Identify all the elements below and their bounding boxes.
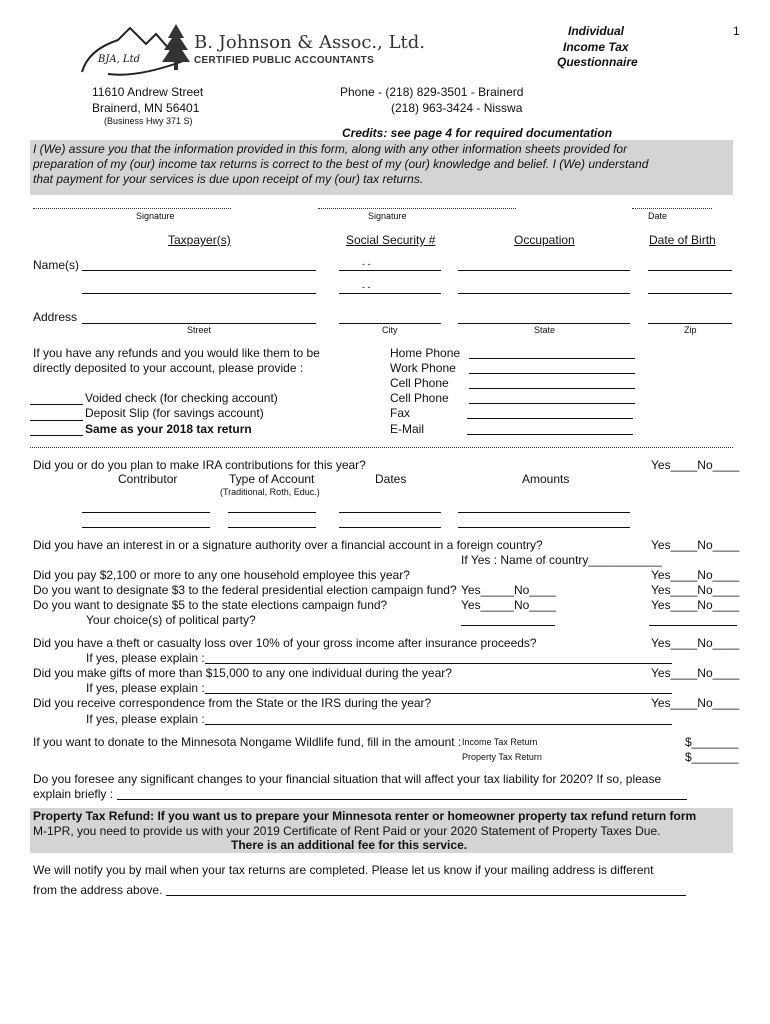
gifts-question: Did you make gifts of more than $15,000 to any one individual during the year? xyxy=(33,666,452,680)
political-party-label: Your choice(s) of political party? xyxy=(86,613,256,627)
cell-phone-label-1: Cell Phone xyxy=(390,376,449,390)
doc-title-3: Questionnaire xyxy=(557,55,638,69)
zip-label: Zip xyxy=(684,325,697,335)
federal-campaign-yes-no[interactable]: Yes____No____ xyxy=(651,583,740,597)
section-divider xyxy=(30,447,733,448)
email-field[interactable] xyxy=(467,434,633,435)
foreign-account-question: Did you have an interest in or a signature authority over a financial account in a foreign country? xyxy=(33,538,543,552)
voided-check-blank[interactable] xyxy=(30,404,83,405)
same-return-blank[interactable] xyxy=(30,435,83,436)
deposit-text-2: directly deposited to your account, please provide : xyxy=(33,361,304,375)
ira-question: Did you or do you plan to make IRA contributions for this year? xyxy=(33,458,366,472)
name-field-1[interactable] xyxy=(82,270,316,271)
property-tax-line-1: Property Tax Refund: If you want us to prepare your Minnesota renter or homeowner property tax refund return form xyxy=(33,809,697,823)
ira-contributor-field-1[interactable] xyxy=(82,512,210,513)
wildlife-property-label: Property Tax Return xyxy=(462,752,542,762)
ira-yes-no[interactable]: Yes____No____ xyxy=(651,458,740,472)
date-label: Date xyxy=(648,211,668,221)
correspondence-yes-no[interactable]: Yes____No____ xyxy=(651,696,740,710)
theft-loss-question: Did you have a theft or casualty loss over 10% of your gross income after insurance proceeds? xyxy=(33,636,537,650)
theft-explain-label: If yes, please explain : xyxy=(86,651,205,665)
cell-phone-field-1[interactable] xyxy=(469,388,635,389)
occupation-field-1[interactable] xyxy=(458,270,630,271)
gifts-explain-field[interactable] xyxy=(205,693,672,694)
assurance-line-1: I (We) assure you that the information provided in this form, along with any other information sheets provided for xyxy=(33,142,628,156)
ira-contributor-field-2[interactable] xyxy=(82,527,210,528)
signature-line-2[interactable] xyxy=(318,208,516,209)
changes-question-1: Do you foresee any significant changes to your financial situation that will affect your tax liability for 2020? If so, please xyxy=(33,772,662,786)
phone-line-1: Phone - (218) 829-3501 - Brainerd xyxy=(340,85,524,99)
cell-phone-label-2: Cell Phone xyxy=(390,391,449,405)
household-employee-yes-no[interactable]: Yes____No____ xyxy=(651,568,740,582)
ira-type-sub: (Traditional, Roth, Educ.) xyxy=(220,487,320,497)
ira-type-field-2[interactable] xyxy=(228,527,316,528)
ira-amounts-label: Amounts xyxy=(522,472,570,486)
ssn-dashes-1: - - xyxy=(362,259,371,269)
work-phone-field[interactable] xyxy=(469,373,635,374)
voided-check-label: Voided check (for checking account) xyxy=(85,391,278,405)
deposit-slip-label: Deposit Slip (for savings account) xyxy=(85,406,264,420)
deposit-slip-blank[interactable] xyxy=(30,420,83,421)
ira-contributor-label: Contributor xyxy=(118,472,178,486)
address-line-1: 11610 Andrew Street xyxy=(92,85,204,99)
fax-label: Fax xyxy=(390,406,411,420)
home-phone-label: Home Phone xyxy=(390,346,461,360)
foreign-country-field[interactable]: If Yes : Name of country___________ xyxy=(461,553,662,567)
signature-line-1[interactable] xyxy=(33,208,231,209)
ira-type-field-1[interactable] xyxy=(228,512,316,513)
ira-dates-label: Dates xyxy=(375,472,407,486)
logo xyxy=(78,20,426,80)
doc-title-2: Income Tax xyxy=(563,40,629,54)
mailing-address-field[interactable] xyxy=(166,895,686,896)
dob-field-2[interactable] xyxy=(648,293,732,294)
theft-loss-yes-no[interactable]: Yes____No____ xyxy=(651,636,740,650)
household-employee-question: Did you pay $2,100 or more to any one household employee this year? xyxy=(33,568,410,582)
street-field[interactable] xyxy=(82,323,316,324)
political-party-field[interactable] xyxy=(649,625,737,626)
firm-subtitle: CERTIFIED PUBLIC ACCOUNTANTS xyxy=(194,55,375,66)
wildlife-property-amount[interactable]: $_______ xyxy=(685,750,739,764)
property-tax-line-2: M-1PR, you need to provide us with your 2019 Certificate of Rent Paid or your 2020 Statement of Property Taxes Due. xyxy=(33,824,661,838)
credits-note: Credits: see page 4 for required documentation xyxy=(342,126,613,140)
name-field-2[interactable] xyxy=(82,293,316,294)
cell-phone-field-2[interactable] xyxy=(469,403,635,404)
wildlife-income-amount[interactable]: $_______ xyxy=(685,735,739,749)
wildlife-income-label: Income Tax Return xyxy=(462,737,538,747)
city-field[interactable] xyxy=(339,323,441,324)
state-field[interactable] xyxy=(458,323,630,324)
firm-name: B. Johnson & Assoc., Ltd. xyxy=(194,32,426,53)
ira-amounts-field-1[interactable] xyxy=(458,512,630,513)
assurance-line-3: that payment for your services is due upon receipt of my (our) tax returns. xyxy=(33,172,424,186)
date-line[interactable] xyxy=(632,208,712,209)
gifts-explain-label: If yes, please explain : xyxy=(86,681,205,695)
correspondence-explain-label: If yes, please explain : xyxy=(86,712,205,726)
ssn-field-2[interactable] xyxy=(339,293,441,294)
federal-campaign-question: Do you want to designate $3 to the federal presidential election campaign fund? xyxy=(33,583,457,597)
ssn-field-1[interactable] xyxy=(339,270,441,271)
ssn-dashes-2: - - xyxy=(362,282,371,292)
notify-line-1: We will notify you by mail when your tax returns are completed. Please let us know if your mailing address is different xyxy=(33,863,654,877)
ira-amounts-field-2[interactable] xyxy=(458,527,630,528)
fax-field[interactable] xyxy=(467,418,633,419)
logo-mountain-icon xyxy=(78,20,198,80)
assurance-line-2: preparation of my (our) income tax returns is correct to the best of my (our) knowledge and belief. I (We) understand xyxy=(33,157,649,171)
property-tax-line-3: There is an additional fee for this service. xyxy=(231,838,468,852)
city-label: City xyxy=(382,325,398,335)
names-label: Name(s) xyxy=(33,258,80,272)
email-label: E-Mail xyxy=(390,422,425,436)
notify-line-2: from the address above. xyxy=(33,883,163,897)
zip-field[interactable] xyxy=(648,323,732,324)
gifts-yes-no[interactable]: Yes____No____ xyxy=(651,666,740,680)
signature-label-2: Signature xyxy=(368,211,407,221)
col-taxpayer: Taxpayer(s) xyxy=(168,233,231,247)
correspondence-question: Did you receive correspondence from the State or the IRS during the year? xyxy=(33,696,432,710)
address-line-3: (Business Hwy 371 S) xyxy=(104,116,193,126)
state-campaign-yes-no-mid[interactable]: Yes_____No____ xyxy=(461,598,556,612)
changes-question-2: explain briefly : xyxy=(33,787,114,801)
col-dob: Date of Birth xyxy=(649,233,716,247)
political-party-field-mid[interactable] xyxy=(461,625,555,626)
correspondence-explain-field[interactable] xyxy=(205,724,672,725)
same-return-label: Same as your 2018 tax return xyxy=(85,422,252,436)
work-phone-label: Work Phone xyxy=(390,361,456,375)
col-occupation: Occupation xyxy=(514,233,575,247)
state-campaign-yes-no[interactable]: Yes____No____ xyxy=(651,598,740,612)
phone-line-2: (218) 963-3424 - Nisswa xyxy=(391,101,523,115)
state-campaign-question: Do you want to designate $5 to the state elections campaign fund? xyxy=(33,598,388,612)
theft-explain-field[interactable] xyxy=(205,663,672,664)
address-line-2: Brainerd, MN 56401 xyxy=(92,101,200,115)
foreign-account-yes-no[interactable]: Yes____No____ xyxy=(651,538,740,552)
ira-dates-field-1[interactable] xyxy=(339,512,441,513)
occupation-field-2[interactable] xyxy=(458,293,630,294)
deposit-text-1: If you have any refunds and you would like them to be xyxy=(33,346,320,360)
state-label: State xyxy=(534,325,556,335)
dob-field-1[interactable] xyxy=(648,270,732,271)
signature-label-1: Signature xyxy=(136,211,175,221)
wildlife-question: If you want to donate to the Minnesota Nongame Wildlife fund, fill in the amount : xyxy=(33,735,462,749)
street-label: Street xyxy=(187,325,212,335)
col-ssn: Social Security # xyxy=(346,233,436,247)
page-number: 1 xyxy=(733,24,740,38)
ira-type-label: Type of Account xyxy=(229,472,315,486)
logo-text: BJA, Ltd xyxy=(98,54,140,65)
home-phone-field[interactable] xyxy=(469,358,635,359)
doc-title-1: Individual xyxy=(568,24,625,38)
ira-dates-field-2[interactable] xyxy=(339,527,441,528)
federal-campaign-yes-no-mid[interactable]: Yes_____No____ xyxy=(461,583,556,597)
address-label: Address xyxy=(33,310,78,324)
changes-explain-field[interactable] xyxy=(117,799,687,800)
